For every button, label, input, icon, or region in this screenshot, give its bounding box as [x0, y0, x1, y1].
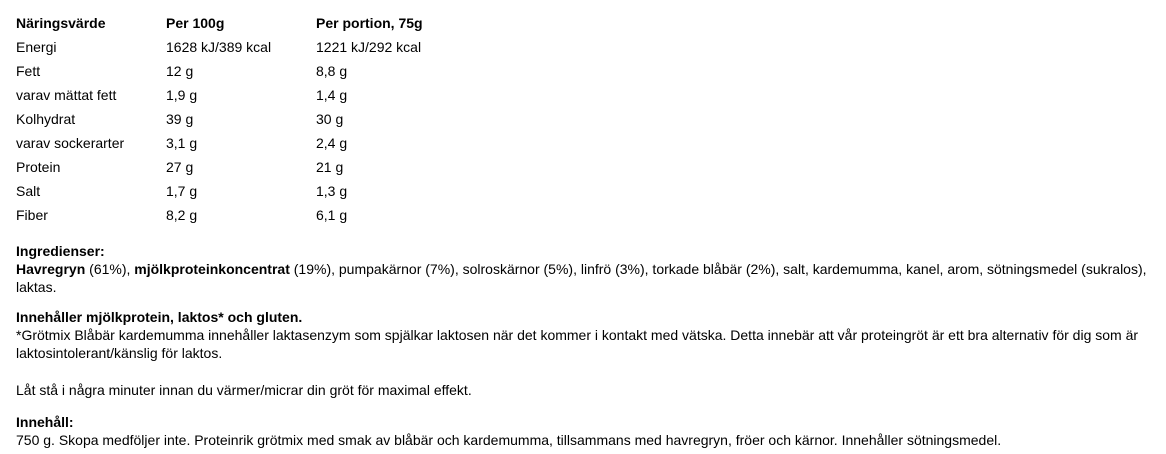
nutrient-per-portion: 2,4 g — [316, 135, 348, 151]
nutrient-per-portion: 1,4 g — [316, 87, 348, 103]
product-info — [16, 11, 1161, 449]
nutrient-name: varav sockerarter — [16, 135, 125, 151]
ingredient-highlight: mjölkproteinkoncentrat — [134, 261, 290, 277]
allergens-heading: Innehåller mjölkprotein, laktos* och gluten. — [16, 309, 303, 325]
nutrition-header-per100g: Per 100g — [166, 15, 225, 31]
nutrient-per100g: 3,1 g — [166, 135, 198, 151]
ingredient-highlight: Havregryn — [16, 261, 86, 277]
nutrition-header-per-portion: Per portion, 75g — [316, 15, 423, 31]
nutrient-name: Kolhydrat — [16, 111, 76, 127]
nutrient-name: Fiber — [16, 207, 48, 223]
nutrition-row — [16, 107, 516, 131]
nutrient-per100g: 39 g — [166, 111, 194, 127]
content-section — [16, 413, 1161, 449]
nutrition-row — [16, 35, 516, 59]
nutrient-per-portion: 21 g — [316, 159, 344, 175]
nutrient-per-portion: 1,3 g — [316, 183, 348, 199]
tip-text: Låt stå i några minuter innan du värmer/micrar din gröt för maximal effekt. — [16, 382, 472, 398]
preparation-tip — [16, 381, 1161, 399]
nutrition-row — [16, 203, 516, 227]
nutrient-name: Protein — [16, 159, 61, 175]
allergens-section — [16, 308, 1161, 362]
nutrient-name: varav mättat fett — [16, 87, 117, 103]
nutrient-per100g: 1,7 g — [166, 183, 198, 199]
nutrition-header-label: Näringsvärde — [16, 15, 106, 31]
nutrient-per-portion: 8,8 g — [316, 63, 348, 79]
content-text: 750 g. Skopa medföljer inte. Proteinrik grötmix med smak av blåbär och kardemumma, tillsammans med havregryn, fröer och kärnor. Innehåller sötningsmedel. — [16, 432, 1002, 448]
nutrition-row — [16, 179, 516, 203]
ingredients-section — [16, 242, 1161, 296]
nutrition-row — [16, 131, 516, 155]
nutrition-row — [16, 83, 516, 107]
ingredient-text: (19%), pumpakärnor (7%), solroskärnor (5%), linfrö (3%), torkade blåbär (2%), salt, kardemumma, kanel, arom, sötningsmedel (sukralos), laktas. — [16, 261, 1147, 295]
nutrition-table — [16, 11, 516, 227]
nutrition-row — [16, 155, 516, 179]
nutrient-per-portion: 6,1 g — [316, 207, 348, 223]
nutrient-per100g: 12 g — [166, 63, 194, 79]
nutrient-per100g: 1628 kJ/389 kcal — [166, 39, 272, 55]
ingredients-list — [16, 260, 1161, 296]
nutrient-name: Salt — [16, 183, 41, 199]
nutrient-per100g: 1,9 g — [166, 87, 198, 103]
nutrient-name: Fett — [16, 63, 41, 79]
ingredient-text: (61%), — [85, 261, 135, 277]
nutrition-row — [16, 59, 516, 83]
nutrient-name: Energi — [16, 39, 57, 55]
nutrient-per-portion: 1221 kJ/292 kcal — [316, 39, 422, 55]
allergens-note: *Grötmix Blåbär kardemumma innehåller laktasenzym som spjälkar laktosen när det kommer i kontakt med vätska. Detta innebär att vår proteingröt är ett bra alternativ för dig som är laktosintolerant/känslig för laktos. — [16, 327, 1139, 361]
nutrient-per-portion: 30 g — [316, 111, 344, 127]
ingredients-heading: Ingredienser: — [16, 243, 105, 259]
nutrient-per100g: 27 g — [166, 159, 194, 175]
nutrition-header-row — [16, 11, 516, 35]
content-heading: Innehåll: — [16, 414, 74, 430]
nutrient-per100g: 8,2 g — [166, 207, 198, 223]
